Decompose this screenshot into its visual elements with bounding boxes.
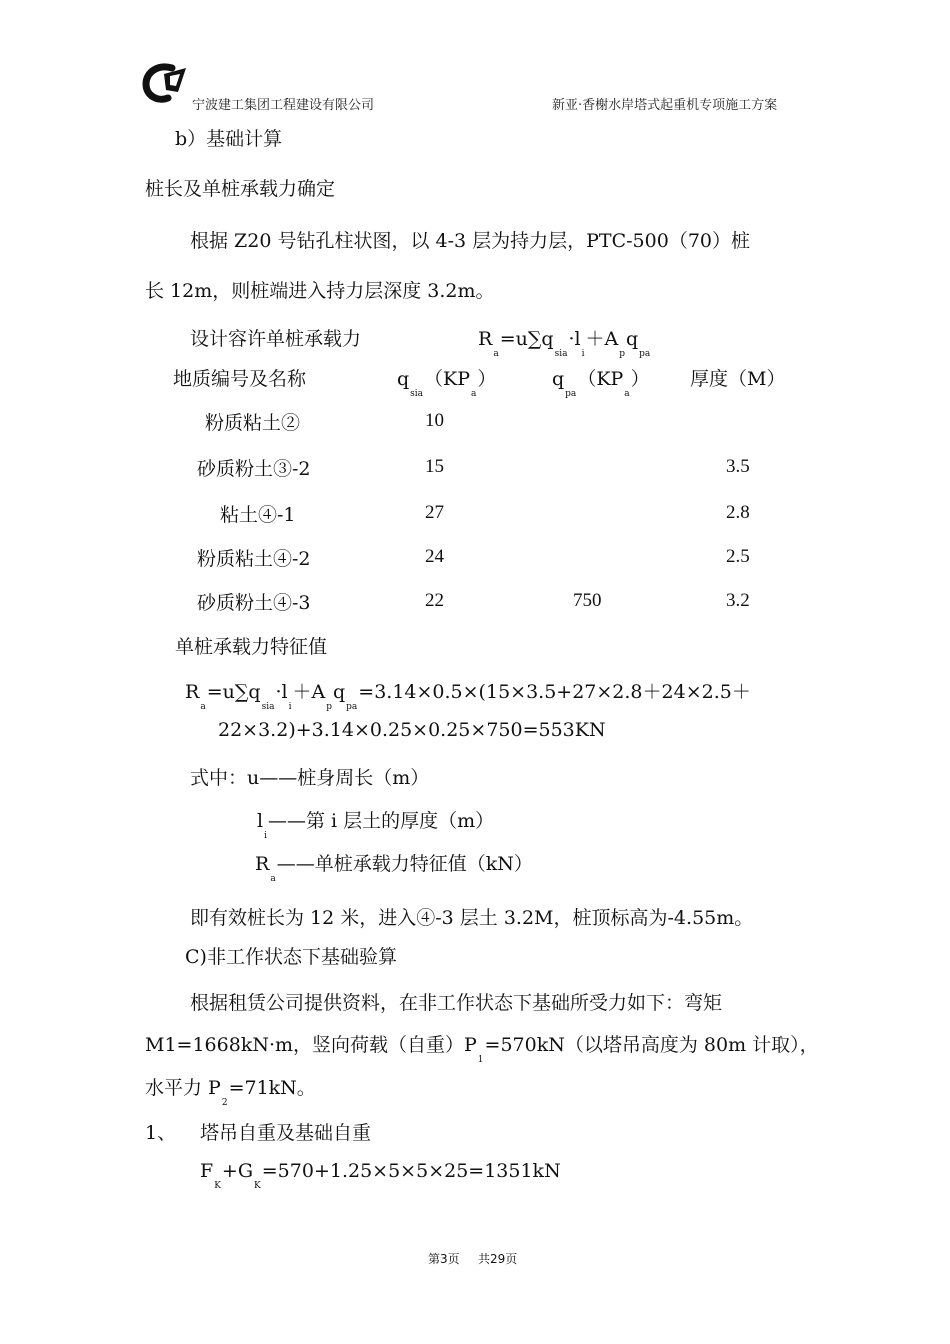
item1-formula: $F_K+G_K=570+1.25\times 5\times 5\times 25=1351kN$ — [200, 1160, 561, 1191]
item1-number: 1、 — [145, 1122, 177, 1144]
para3-line1: 根据租赁公司提供资料，在非工作状态下基础所受力如下：弯矩 — [190, 992, 723, 1014]
para3-line2: M1=1668kN·m，竖向荷载（自重）$P_1=570kN$（以塔吊高度为 80m 计取）， — [145, 1034, 819, 1065]
company-logo — [142, 62, 190, 106]
para3-line3: 水平力 $P_2=71kN$。 — [145, 1077, 316, 1108]
para1-line1: 根据 Z20 号钻孔柱状图，以 4-3 层为持力层，PTC-500（70）桩 — [190, 230, 750, 252]
table-row-name: 砂质粉土④-3 — [197, 592, 311, 614]
footer-page-number: 第3页 — [428, 1252, 460, 1266]
header-rule — [142, 114, 808, 115]
char-value-formula-line2: 22×3.2)+3.14×0.25×0.25×750=553KN — [218, 719, 606, 741]
section-c-title: C)非工作状态下基础验算 — [185, 946, 397, 968]
pile-section-title: 桩长及单桩承载力确定 — [145, 178, 336, 200]
formula1-label: 设计容许单桩承载力 — [190, 328, 362, 350]
para2: 即有效桩长为 12 米，进入④-3 层土 3.2M，桩顶标高为-4.55m。 — [190, 907, 754, 929]
legend-R: $R_a——$单桩承载力特征值（kN） — [255, 853, 533, 884]
header-project: 新亚·香榭水岸塔式起重机专项施工方案 — [552, 98, 778, 113]
table-header-name: 地质编号及名称 — [173, 368, 307, 390]
table-row-qsia: 15 — [425, 456, 444, 477]
char-value-title: 单桩承载力特征值 — [175, 636, 328, 658]
table-row-qsia: 22 — [425, 590, 444, 611]
legend-l: $l_i——$第 i 层土的厚度（m） — [257, 810, 495, 841]
table-row-thickness: 2.8 — [726, 502, 750, 523]
section-b-title: b）基础计算 — [175, 128, 283, 150]
table-header-thickness: 厚度（M） — [690, 368, 786, 390]
table-row-thickness: 3.5 — [726, 456, 750, 477]
table-row-qsia: 27 — [425, 502, 444, 523]
table-row-qsia: 10 — [425, 410, 444, 431]
table-row-thickness: 2.5 — [726, 546, 750, 567]
footer-total-pages: 共29页 — [478, 1252, 518, 1266]
para1-line2: 长 12m，则桩端进入持力层深度 3.2m。 — [145, 280, 495, 302]
table-row-qpa: 750 — [573, 590, 602, 611]
table-header-qpa: $q_{pa}(KP_a)$ — [552, 368, 650, 399]
item1-title: 塔吊自重及基础自重 — [200, 1122, 372, 1144]
table-row-name: 粉质粘土② — [205, 412, 301, 434]
logo-mark-icon — [142, 62, 190, 106]
table-header-qsia: $q_{sia}(KP_a)$ — [397, 368, 497, 399]
table-row-name: 粉质粘土④-2 — [197, 548, 311, 570]
header-company: 宁波建工集团工程建设有限公司 — [192, 98, 375, 113]
char-value-formula-line1: $R_a=u\sum q_{sia}\cdot l_i+A_pq_{pa}=3.14\times 0.5\times(15\times 3.5+27\times 2.8+24\times 2.5+$ — [185, 681, 751, 712]
legend-intro: 式中：u——桩身周长（m） — [190, 767, 430, 789]
table-row-qsia: 24 — [425, 546, 444, 567]
table-row-thickness: 3.2 — [726, 590, 750, 611]
table-row-name: 砂质粉土③-2 — [197, 458, 311, 480]
table-row-name: 粘土④-1 — [220, 504, 296, 526]
formula1: $R_a=u\sum q_{sia}\cdot l_i+A_pq_{pa}$ — [478, 328, 651, 359]
